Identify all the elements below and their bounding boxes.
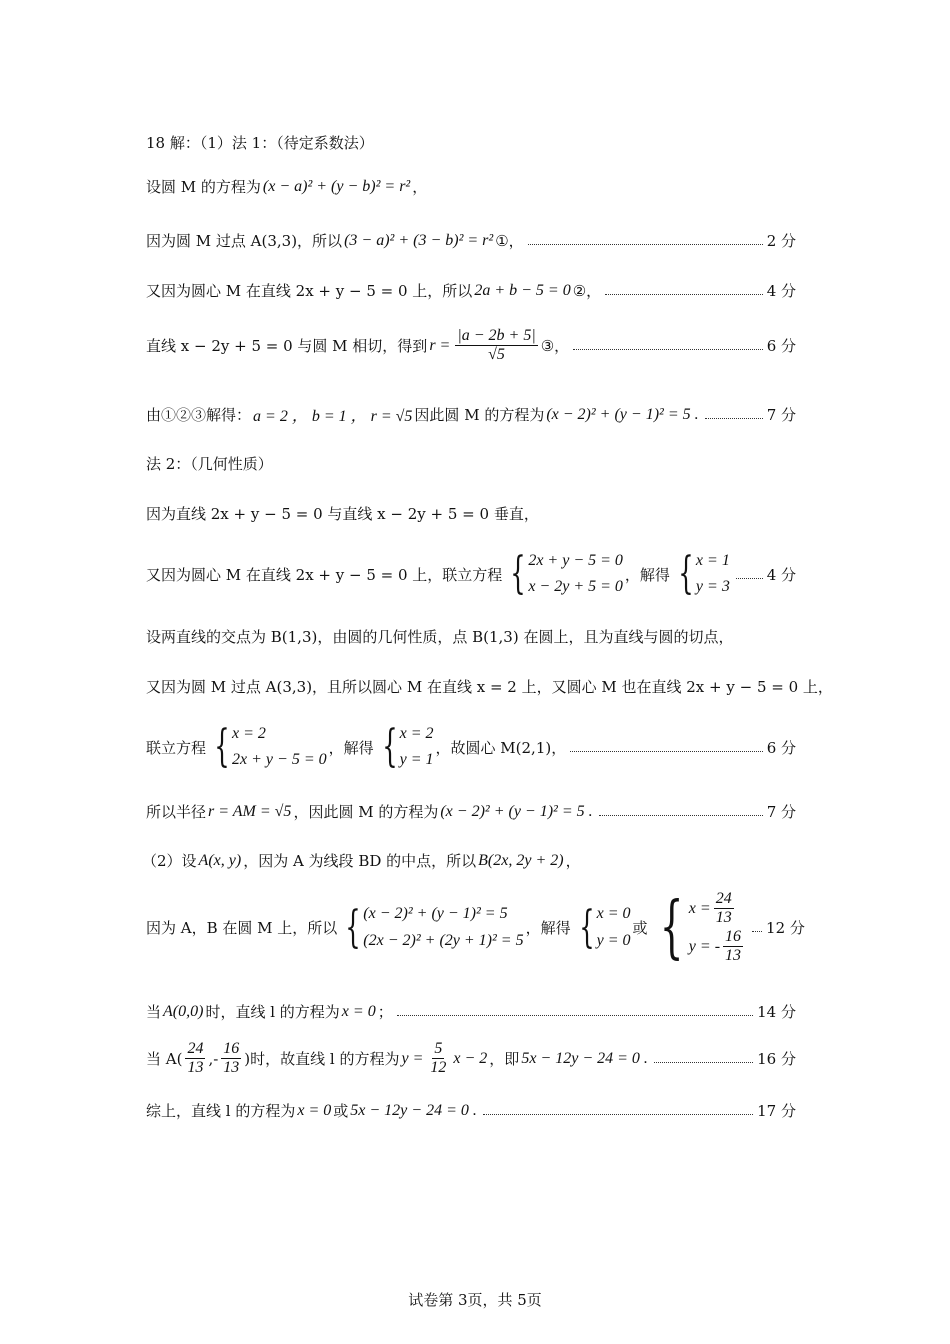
line-5	[146, 327, 796, 365]
leader-dots	[570, 751, 762, 752]
l09-sys2-rows	[696, 548, 730, 601]
l15-sys3-rows	[689, 890, 746, 966]
l17-sep: ,-	[208, 1049, 219, 1068]
l09-sys2-row-1: x = 1	[695, 552, 730, 569]
l13-math: r = AM = √5	[208, 802, 292, 820]
l12-system-1	[208, 721, 327, 774]
l18-math: x = 0	[297, 1101, 332, 1119]
l17-n3: 5	[432, 1040, 444, 1059]
l05-tail: ③，	[540, 337, 570, 356]
line-3	[146, 230, 796, 251]
leader-dots	[528, 244, 763, 245]
leader-dots	[705, 418, 763, 419]
l07-text: 法 2：（几何性质）	[146, 455, 273, 473]
l13-mid: ，因此圆 M 的方程为	[293, 803, 439, 821]
leader-dots	[483, 1114, 753, 1115]
l15-sys3b-frac	[723, 928, 743, 966]
l16-tail: ；	[377, 1003, 393, 1021]
line-2	[146, 176, 796, 197]
line-11	[146, 676, 833, 697]
brace-icon: {	[214, 721, 230, 773]
l03-text: 因为圆 M 过点 A(3,3)，所以	[146, 232, 343, 250]
l09-score: 4 分	[766, 565, 796, 584]
leader-dots	[599, 815, 763, 816]
page-footer: 试卷第 3页，共 5页	[408, 1291, 542, 1309]
l17-frac-1	[185, 1040, 205, 1078]
l06-text: 由①②③解得：	[146, 406, 252, 424]
l15-system-2	[573, 901, 631, 954]
l17-mid2: ，即	[489, 1050, 520, 1069]
line-6	[146, 403, 796, 426]
l08-text: 因为直线 2x + y − 5 = 0 与直线 x − 2y + 5 = 0 垂直，	[146, 505, 539, 523]
l14-tail: ，	[565, 852, 581, 870]
l15-or: 或	[632, 919, 648, 938]
l05-den: √5	[488, 346, 505, 364]
brace-icon: {	[510, 548, 527, 600]
l05-text: 直线 x − 2y + 5 = 0 与圆 M 相切，得到	[146, 337, 428, 356]
l18-mid: 或	[333, 1102, 349, 1120]
l12-sys1-row-2: 2x + y − 5 = 0	[232, 751, 327, 769]
line-1-heading	[146, 132, 796, 153]
l03-tail: ①，	[495, 232, 524, 250]
l05-num: |a − 2b + 5|	[455, 327, 537, 346]
l15-text: 因为 A，B 在圆 M 上，所以	[146, 919, 338, 938]
l09-system-1	[504, 548, 623, 601]
l13-text: 所以半径	[146, 803, 207, 821]
line-4	[146, 280, 796, 301]
l02-text: 设圆 M 的方程为	[146, 178, 261, 196]
line-18	[146, 1100, 796, 1121]
l16-score: 14 分	[757, 1003, 796, 1021]
l04-math: 2a + b − 5 = 0	[474, 281, 571, 299]
line-15	[146, 887, 805, 967]
l17-n1: 24	[185, 1040, 205, 1059]
l15-sys3a-den: 13	[715, 909, 732, 927]
l10-text: 设两直线的交点为 B(1,3)，由圆的几何性质，点 B(1,3) 在圆上，且为直线与圆的切点，	[146, 628, 734, 646]
line-8	[146, 503, 796, 524]
l16-text: 当	[146, 1003, 162, 1021]
l03-score: 2 分	[766, 232, 796, 250]
l17-text: 当 A(	[146, 1050, 183, 1069]
l15-sys2-row-2: y = 0	[596, 931, 631, 949]
l12-score: 6 分	[766, 738, 796, 757]
line-14	[142, 850, 796, 871]
l15-sys1-row-2: (2x − 2)² + (2y + 1)² = 5	[363, 931, 524, 949]
l15-sys1-rows	[363, 901, 523, 954]
l17-lhs: y =	[401, 1049, 424, 1067]
l15-sys3a-lhs: x =	[688, 900, 711, 918]
l06-mid: 因此圆 M 的方程为	[414, 406, 545, 424]
l12-sys1-rows	[232, 721, 327, 774]
l13-math2: (x − 2)² + (y − 1)² = 5 .	[440, 802, 593, 820]
l18-score: 17 分	[757, 1102, 796, 1120]
l15-system-3	[650, 887, 747, 967]
l17-math: 5x − 12y − 24 = 0 .	[521, 1049, 648, 1067]
leader-dots	[397, 1015, 753, 1016]
line-13	[146, 801, 796, 822]
l09-sys1-rows	[528, 548, 623, 601]
l17-rest: x − 2	[453, 1049, 488, 1067]
leader-dots	[573, 349, 763, 350]
l05-lhs: r =	[429, 336, 451, 354]
l12-mid: ，解得	[328, 738, 374, 757]
l09-sys2-row-2: y = 3	[695, 578, 730, 596]
l02-math: (x − a)² + (y − b)² = r²	[262, 177, 411, 195]
l05-fraction	[455, 327, 537, 365]
l12-text: 联立方程	[146, 738, 207, 757]
l04-score: 4 分	[766, 282, 796, 300]
l13-score: 7 分	[766, 803, 796, 821]
l04-tail: ②，	[572, 282, 602, 300]
brace-icon: {	[345, 901, 361, 953]
l15-sys3-row-1	[689, 890, 746, 928]
brace-icon: {	[678, 548, 694, 600]
l16-mid: 时，直线 l 的方程为	[205, 1003, 340, 1021]
l15-sys3b-lhs: y = -	[688, 938, 721, 956]
l02-tail: ，	[412, 178, 428, 196]
line-10	[146, 626, 796, 647]
l11-text: 又因为圆 M 过点 A(3,3)，且所以圆心 M 在直线 x = 2 上，又圆心 M 也在直线 2x + y − 5 = 0 上，	[146, 678, 833, 696]
l17-n2: 16	[221, 1040, 241, 1059]
brace-icon: {	[381, 721, 398, 773]
l12-sys2-row-2: y = 1	[399, 751, 434, 769]
l09-mid: ，解得	[624, 565, 670, 584]
l06-math2: (x − 2)² + (y − 1)² = 5 .	[546, 405, 699, 423]
l12-sys1-row-1: x = 2	[232, 725, 266, 742]
l15-sys3a-num: 24	[714, 890, 734, 909]
l15-sys3a-frac	[714, 890, 734, 928]
l15-system-1	[339, 901, 523, 954]
l15-sys3b-den: 13	[725, 947, 742, 965]
l17-d2: 13	[223, 1059, 240, 1077]
l16-math: A(0,0)	[163, 1002, 204, 1020]
l01-text: 18 解：（1）法 1：（待定系数法）	[146, 134, 374, 152]
line-12	[146, 721, 796, 774]
l15-sys1-row-1: (x − 2)² + (y − 1)² = 5	[363, 905, 508, 923]
l16-math2: x = 0	[341, 1002, 376, 1020]
l04-text: 又因为圆心 M 在直线 2x + y − 5 = 0 上，所以	[146, 282, 473, 300]
line-7-heading	[146, 453, 796, 474]
l17-d1: 13	[187, 1059, 204, 1077]
brace-icon: {	[659, 887, 684, 967]
leader-dots	[654, 1062, 753, 1063]
l12-sys2-row-1: x = 2	[399, 725, 434, 742]
line-16	[146, 1001, 796, 1022]
leader-dots	[736, 578, 763, 579]
l12-sys2-rows	[400, 721, 434, 774]
l06-math: a = 2 ， b = 1 ， r = √5	[253, 408, 413, 425]
l15-score: 12 分	[766, 919, 805, 938]
l14-math: A(x, y)	[198, 851, 242, 869]
l15-sys2-rows	[597, 901, 631, 954]
l14-text: （2）设	[142, 852, 197, 870]
l15-sys2-row-1: x = 0	[596, 905, 631, 923]
l09-text: 又因为圆心 M 在直线 2x + y − 5 = 0 上，联立方程	[146, 565, 503, 584]
l12-tail: ，故圆心 M(2,1)，	[435, 738, 567, 757]
l17-frac-3	[428, 1040, 448, 1078]
l09-system-2	[672, 548, 730, 601]
l14-math2: B(2x, 2y + 2)	[478, 851, 564, 869]
l15-sys3-row-2	[689, 928, 746, 966]
l17-score: 16 分	[757, 1050, 796, 1069]
l12-system-2	[376, 721, 434, 774]
leader-dots	[605, 294, 763, 295]
l03-math: (3 − a)² + (3 − b)² = r²	[344, 231, 494, 249]
l18-text: 综上，直线 l 的方程为	[146, 1102, 296, 1120]
l15-sys3b-num: 16	[723, 928, 743, 947]
l09-sys1-row-1: 2x + y − 5 = 0	[528, 552, 623, 569]
l05-score: 6 分	[766, 337, 796, 356]
l15-mid: ，解得	[525, 919, 571, 938]
l09-sys1-row-2: x − 2y + 5 = 0	[528, 578, 623, 596]
leader-dots	[752, 931, 762, 932]
l18-math2: 5x − 12y − 24 = 0 .	[350, 1101, 477, 1119]
l06-score: 7 分	[766, 406, 796, 424]
line-9	[146, 548, 796, 601]
l17-frac-2	[221, 1040, 241, 1078]
l14-mid: ，因为 A 为线段 BD 的中点，所以	[243, 852, 477, 870]
l17-mid: )时，故直线 l 的方程为	[244, 1050, 400, 1069]
line-17	[146, 1040, 796, 1078]
brace-icon: {	[578, 901, 595, 953]
l17-d3: 12	[430, 1059, 447, 1077]
